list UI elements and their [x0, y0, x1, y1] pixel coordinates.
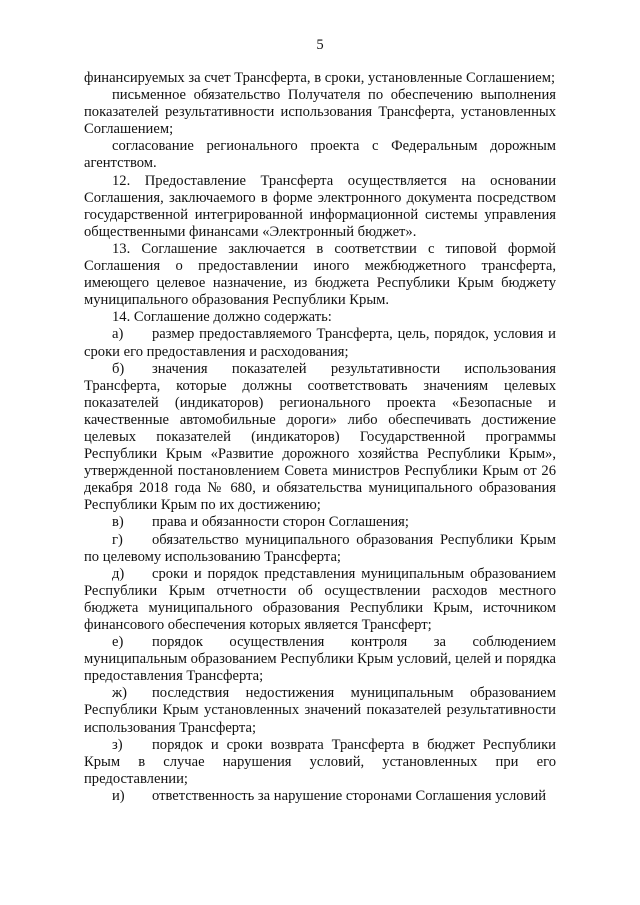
list-marker: ж): [112, 685, 127, 702]
list-item: [84, 634, 556, 685]
list-item-text: обязательство муниципального образования Республики Крым по целевому использованию Трансферта;: [84, 531, 556, 565]
list-item-text: последствия недостижения муниципальным образованием Республики Крым установленных значений показателей результативности использования Трансферта;: [84, 685, 556, 736]
document-body: [84, 70, 556, 805]
list-item: [84, 685, 556, 736]
list-item-text: порядок осуществления контроля за соблюдением муниципальным образованием Республики Крым условий, целей и порядка предоставления Трансферта;: [84, 634, 556, 685]
page-number: 5: [316, 37, 324, 53]
clause-12: 12. Предоставление Трансферта осуществляется на основании Соглашения, заключаемого в форме электронного документа посредством государственной интегрированной информационной системы управления общественными финансами «Электронный бюджет».: [84, 172, 556, 240]
list-item: [84, 326, 556, 360]
list-marker: з): [112, 736, 123, 753]
list-item-text: порядок и сроки возврата Трансферта в бюджет Республики Крым в случае нарушения условий, установленных при его предоставлении;: [84, 736, 556, 787]
list-item: [84, 737, 556, 788]
list-item-text: сроки и порядок представления муниципальным образованием Республики Крым отчетности об осуществлении расходов местного бюджета муниципального образования Республики Крым, источником финансового обеспечения которых является Трансферт;: [84, 565, 556, 633]
list-item: [84, 532, 556, 566]
clause-14: 14. Соглашение должно содержать:: [112, 309, 332, 326]
list-marker: а): [112, 326, 124, 343]
list-item-text: значения показателей результативности использования Трансферта, которые должны соответствовать значениям целевых показателей (индикаторов) регионального проекта «Безопасные и качественные автомобильные дороги» либо обеспечивать достижение целевых показателей (индикаторов) Государственной программы Республики Крым «Развитие дорожного хозяйства Республики Крым», утвержденной постановлением Совета министров Республики Крым от 26 декабря 2018 года № 680, и обязательства муниципального образования Республики Крым по их достижению;: [84, 360, 556, 514]
paragraph-continuation: финансируемых за счет Трансферта, в сроки, установленные Соглашением;: [84, 70, 556, 86]
list-item: [84, 566, 556, 634]
list-item: [84, 788, 556, 805]
list-marker: и): [112, 787, 125, 804]
list-marker: б): [112, 360, 125, 377]
clause-13: 13. Соглашение заключается в соответствии с типовой формой Соглашения о предоставлении иного межбюджетного трансферта, имеющего целевое назначение, из бюджета Республики Крым бюджету муниципального образования Республики Крым.: [84, 240, 556, 309]
list-marker: д): [112, 565, 125, 582]
list-item-text: размер предоставляемого Трансферта, цель, порядок, условия и сроки его предоставления и расходования;: [84, 326, 556, 360]
paragraph-agency-approval: согласование регионального проекта с Федеральным дорожным агентством.: [84, 138, 556, 172]
paragraph-written-obligation: письменное обязательство Получателя по обеспечению выполнения показателей результативности использования Трансферта, установленных Соглашением;: [84, 87, 556, 138]
list-marker: е): [112, 634, 124, 651]
list-item-text: права и обязанности сторон Соглашения;: [152, 514, 409, 531]
list-marker: в): [112, 514, 124, 531]
list-item: [84, 514, 556, 531]
list-item-text: ответственность за нарушение сторонами Соглашения условий: [152, 787, 547, 804]
list-item: [84, 361, 556, 515]
list-marker: г): [112, 531, 123, 548]
